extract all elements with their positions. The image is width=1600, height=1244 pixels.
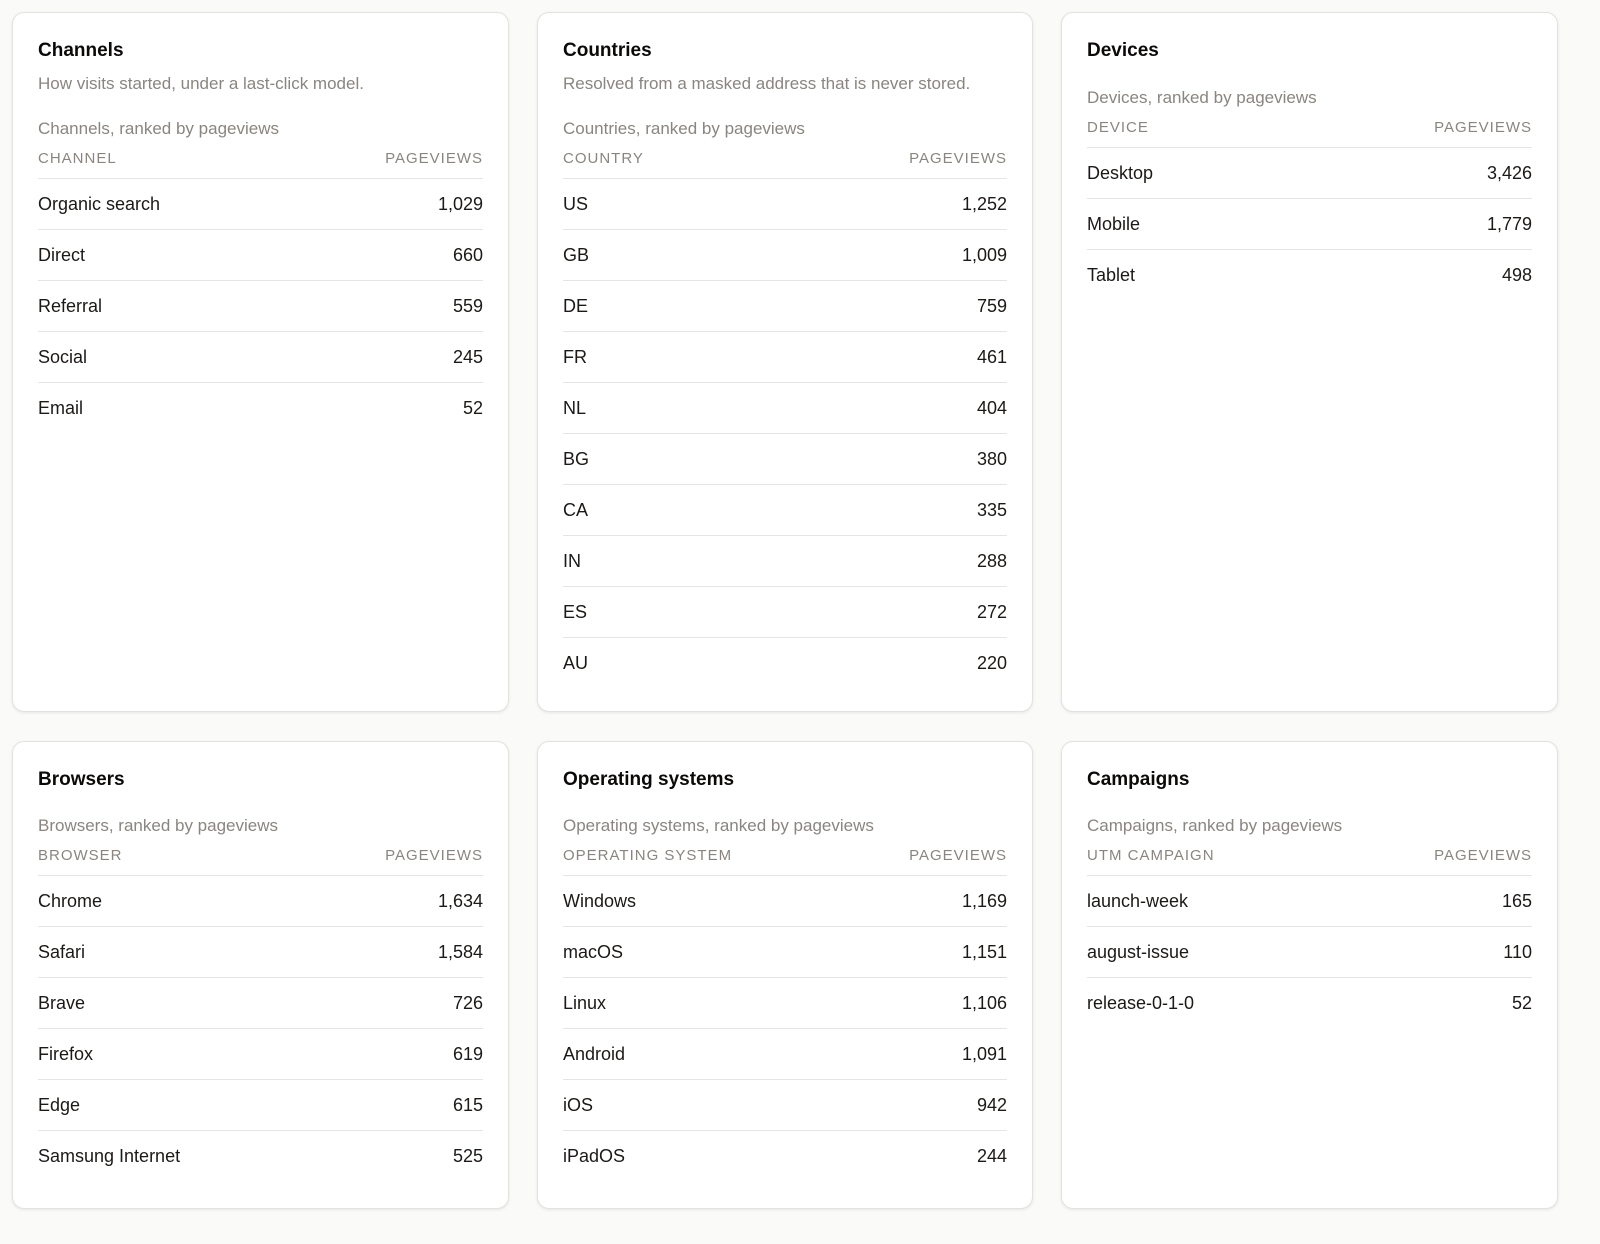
row-label: iPadOS <box>563 1146 626 1166</box>
channels-card <box>12 12 509 712</box>
browsers-card <box>12 741 509 1209</box>
table-caption: Browsers, ranked by pageviews <box>38 816 279 835</box>
table-body <box>38 876 483 1182</box>
row-value: 1,009 <box>961 244 1007 265</box>
column-header-label: UTM CAMPAIGN <box>1087 847 1215 864</box>
row-label: ES <box>563 601 588 622</box>
row-label: Referral <box>38 295 103 316</box>
row-label: Chrome <box>38 890 103 911</box>
table-row <box>563 383 1007 434</box>
row-label: Desktop <box>1087 162 1154 183</box>
table-row <box>563 1131 1007 1182</box>
row-value: 220 <box>976 653 1007 673</box>
table-row <box>563 1080 1007 1131</box>
table-caption: Operating systems, ranked by pageviews <box>563 816 874 835</box>
campaigns-table <box>1087 815 1532 1029</box>
table-row <box>38 1029 483 1080</box>
table-caption: Channels, ranked by pageviews <box>38 119 279 138</box>
table-row <box>563 332 1007 383</box>
row-label: Edge <box>38 1094 81 1115</box>
table-row <box>38 876 483 927</box>
operating-systems-table <box>563 815 1007 1182</box>
row-value: 244 <box>976 1146 1007 1166</box>
row-label: macOS <box>563 941 624 962</box>
table-row <box>1087 148 1532 199</box>
table-row <box>38 332 483 383</box>
row-value: 404 <box>976 397 1007 418</box>
row-value: 619 <box>452 1043 483 1064</box>
table-row <box>563 230 1007 281</box>
row-label: Email <box>38 398 84 418</box>
row-value: 335 <box>976 499 1007 520</box>
column-header-value: PAGEVIEWS <box>1434 119 1532 136</box>
table-row <box>1087 978 1532 1029</box>
table-row <box>38 281 483 332</box>
row-label: FR <box>563 346 587 367</box>
row-label: NL <box>563 397 587 418</box>
row-value: 1,151 <box>961 941 1007 962</box>
card-title: Countries <box>563 40 652 61</box>
card-title: Channels <box>38 40 124 61</box>
column-header-label: DEVICE <box>1087 119 1149 136</box>
table-row <box>563 434 1007 485</box>
row-label: IN <box>563 550 581 571</box>
table-row <box>38 927 483 978</box>
row-label: august-issue <box>1087 941 1190 962</box>
table-row <box>563 638 1007 689</box>
row-label: Tablet <box>1087 265 1136 285</box>
campaigns-card <box>1061 741 1558 1209</box>
table-row <box>38 978 483 1029</box>
column-header-label: COUNTRY <box>563 150 644 167</box>
row-label: Safari <box>38 941 86 962</box>
table-row <box>563 536 1007 587</box>
row-label: CA <box>563 499 589 520</box>
row-label: Samsung Internet <box>38 1146 181 1166</box>
row-label: launch-week <box>1087 890 1189 911</box>
row-value: 245 <box>452 346 483 367</box>
row-label: Windows <box>563 890 637 911</box>
countries-table <box>563 118 1007 689</box>
table-body <box>1087 148 1532 301</box>
row-label: Linux <box>563 992 607 1013</box>
devices-card <box>1061 12 1558 712</box>
channels-table <box>38 118 483 434</box>
table-body <box>38 179 483 434</box>
row-label: US <box>563 193 589 214</box>
table-body <box>1087 876 1532 1029</box>
table-body <box>563 876 1007 1182</box>
row-value: 1,091 <box>961 1043 1007 1064</box>
row-value: 288 <box>976 550 1007 571</box>
row-label: Brave <box>38 992 86 1013</box>
row-value: 1,634 <box>437 890 483 911</box>
row-value: 52 <box>1511 993 1532 1013</box>
devices-table <box>1087 87 1532 301</box>
row-label: DE <box>563 295 589 316</box>
table-body <box>563 179 1007 689</box>
row-value: 165 <box>1501 890 1532 911</box>
row-value: 525 <box>452 1146 483 1166</box>
countries-card <box>537 12 1033 712</box>
table-row <box>563 179 1007 230</box>
column-header-label: BROWSER <box>38 847 123 864</box>
row-value: 272 <box>976 601 1007 622</box>
table-header <box>1087 846 1532 876</box>
row-label: BG <box>563 448 590 469</box>
table-row <box>563 876 1007 927</box>
table-header <box>38 149 483 179</box>
card-title: Campaigns <box>1087 769 1190 790</box>
column-header-label: OPERATING SYSTEM <box>563 847 733 864</box>
table-row <box>563 485 1007 536</box>
table-row <box>563 978 1007 1029</box>
table-header <box>38 846 483 876</box>
card-description: How visits started, under a last-click model. <box>38 74 364 93</box>
column-header-label: CHANNEL <box>38 150 117 167</box>
card-title: Browsers <box>38 769 125 790</box>
row-label: GB <box>563 244 590 265</box>
table-row <box>563 927 1007 978</box>
column-header-value: PAGEVIEWS <box>385 150 483 167</box>
row-label: AU <box>563 653 589 673</box>
card-title: Devices <box>1087 40 1159 61</box>
row-value: 660 <box>452 244 483 265</box>
row-value: 942 <box>976 1094 1007 1115</box>
table-row <box>563 1029 1007 1080</box>
column-header-value: PAGEVIEWS <box>385 847 483 864</box>
column-header-value: PAGEVIEWS <box>1434 847 1532 864</box>
table-header <box>563 149 1007 179</box>
card-title: Operating systems <box>563 769 735 790</box>
row-value: 52 <box>462 398 483 418</box>
table-caption: Devices, ranked by pageviews <box>1087 88 1317 107</box>
row-value: 380 <box>976 448 1007 469</box>
row-value: 1,584 <box>437 941 483 962</box>
row-label: Social <box>38 346 88 367</box>
table-row <box>1087 927 1532 978</box>
row-label: Android <box>563 1043 626 1064</box>
row-value: 498 <box>1501 265 1532 285</box>
row-label: Direct <box>38 244 86 265</box>
operating-systems-card <box>537 741 1033 1209</box>
table-row <box>1087 250 1532 301</box>
row-label: Mobile <box>1087 213 1141 234</box>
column-header-value: PAGEVIEWS <box>909 847 1007 864</box>
row-value: 1,029 <box>437 193 483 214</box>
table-row <box>38 383 483 434</box>
table-header <box>563 846 1007 876</box>
table-header <box>1087 118 1532 148</box>
row-label: Organic search <box>38 193 161 214</box>
row-value: 759 <box>976 295 1007 316</box>
table-row <box>563 587 1007 638</box>
table-row <box>563 281 1007 332</box>
row-value: 3,426 <box>1486 162 1532 183</box>
row-value: 615 <box>452 1094 483 1115</box>
table-caption: Campaigns, ranked by pageviews <box>1087 816 1343 835</box>
row-value: 726 <box>452 992 483 1013</box>
table-row <box>38 179 483 230</box>
table-row <box>38 1080 483 1131</box>
table-caption: Countries, ranked by pageviews <box>563 119 805 138</box>
table-row <box>38 1131 483 1182</box>
table-row <box>1087 199 1532 250</box>
row-value: 461 <box>976 346 1007 367</box>
row-value: 1,779 <box>1486 213 1532 234</box>
row-value: 1,169 <box>961 890 1007 911</box>
browsers-table <box>38 815 483 1182</box>
row-label: release-0-1-0 <box>1087 993 1195 1013</box>
row-value: 1,252 <box>961 193 1007 214</box>
card-description: Resolved from a masked address that is never stored. <box>563 74 971 93</box>
table-row <box>38 230 483 281</box>
table-row <box>1087 876 1532 927</box>
row-value: 110 <box>1503 941 1532 962</box>
row-value: 1,106 <box>961 992 1007 1013</box>
row-label: Firefox <box>38 1043 94 1064</box>
column-header-value: PAGEVIEWS <box>909 150 1007 167</box>
row-label: iOS <box>563 1094 594 1115</box>
row-value: 559 <box>452 295 483 316</box>
